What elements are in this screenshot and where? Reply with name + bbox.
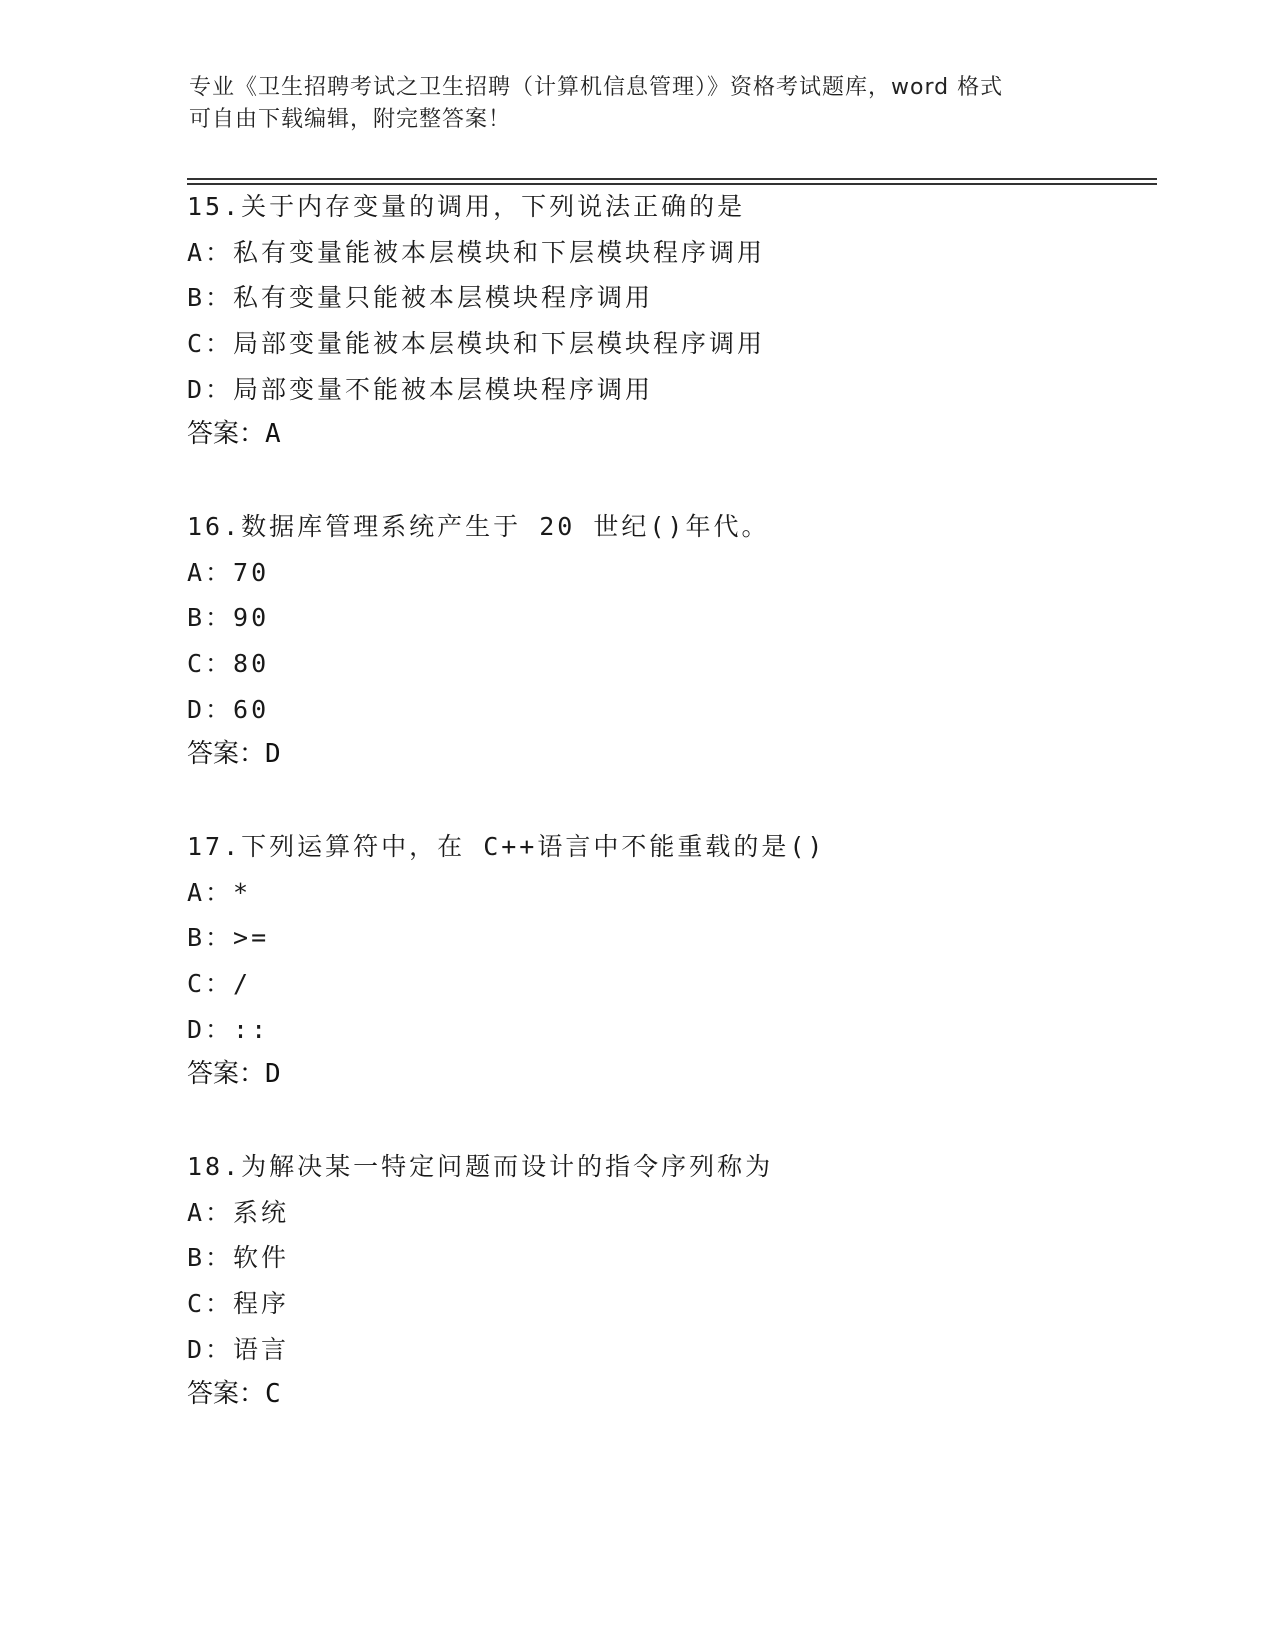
question-stem: 16.数据库管理系统产生于 20 世纪()年代。	[187, 512, 770, 541]
option-b: B：私有变量只能被本层模块程序调用	[187, 283, 654, 313]
question-18	[187, 1144, 1137, 1418]
answer-value: A	[265, 419, 281, 450]
option-c: C：80	[187, 649, 270, 679]
document-header	[189, 72, 1069, 136]
header-line-1: 专业《卫生招聘考试之卫生招聘（计算机信息管理）》资格考试题库，word 格式	[189, 75, 1004, 100]
option-b: B：90	[187, 603, 270, 633]
option-b: B：软件	[187, 1243, 290, 1273]
question-stem: 17.下列运算符中，在 C++语言中不能重载的是()	[187, 832, 826, 861]
question-16	[187, 504, 1137, 778]
answer-label: 答案：	[187, 739, 266, 770]
answer-line	[187, 732, 1137, 778]
answer-line	[187, 1372, 1137, 1418]
answer-value: D	[265, 1059, 281, 1090]
answer-label: 答案：	[187, 1059, 266, 1090]
answer-value: C	[265, 1379, 281, 1410]
question-15	[187, 184, 1137, 458]
option-c: C：程序	[187, 1289, 290, 1319]
answer-line	[187, 1052, 1137, 1098]
option-d: D：::	[187, 1014, 270, 1044]
answer-label: 答案：	[187, 1379, 266, 1410]
question-17	[187, 824, 1137, 1098]
option-d: D：60	[187, 694, 270, 724]
option-d: D：语言	[187, 1334, 290, 1364]
option-a: A：70	[187, 557, 270, 587]
option-b: B：>=	[187, 923, 270, 953]
answer-label: 答案：	[187, 419, 266, 450]
question-stem: 18.为解决某一特定问题而设计的指令序列称为	[187, 1152, 774, 1181]
header-divider-top	[187, 178, 1157, 180]
option-c: C：局部变量能被本层模块和下层模块程序调用	[187, 329, 766, 359]
option-a: A：私有变量能被本层模块和下层模块程序调用	[187, 237, 766, 267]
answer-value: D	[265, 739, 281, 770]
question-stem: 15.关于内存变量的调用，下列说法正确的是	[187, 192, 746, 221]
header-line-2: 可自由下载编辑，附完整答案！	[189, 107, 512, 132]
option-a: A：*	[187, 877, 252, 907]
option-c: C：/	[187, 969, 252, 999]
option-a: A：系统	[187, 1197, 290, 1227]
answer-line	[187, 412, 1137, 458]
option-d: D：局部变量不能被本层模块程序调用	[187, 374, 654, 404]
